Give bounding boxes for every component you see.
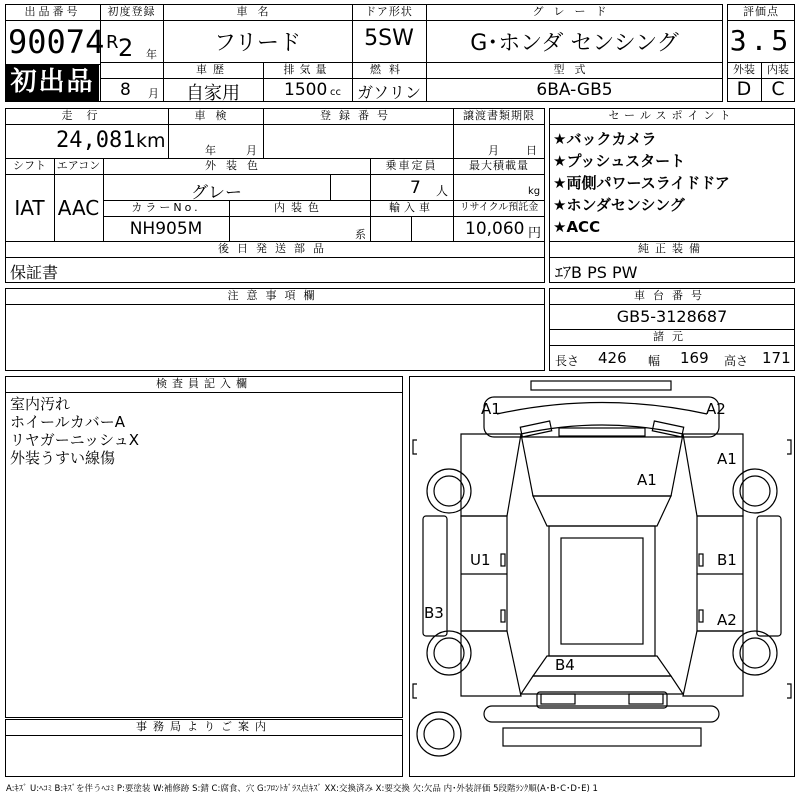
aircon: AAC [57, 196, 100, 220]
notes-label: 注意事項欄 [227, 289, 323, 302]
mark-right-rear: A2 [717, 611, 737, 629]
first-registration-label: 初度登録 [107, 5, 156, 18]
interior-color-unit: 系 [355, 228, 366, 241]
history-label: 車歴 [196, 63, 230, 76]
exterior-grade-label: 外装 [733, 63, 755, 76]
lot-number-label: 出品番号 [24, 5, 81, 18]
car-name-label: 車名 [236, 5, 279, 18]
exterior-color-label: 外装色 [205, 159, 268, 172]
mark-right-middle: B1 [717, 551, 737, 569]
lot-number: 90074 [8, 23, 105, 61]
registration-number-label: 登録番号 [320, 109, 396, 122]
max-load-label: 最大積載量 [469, 159, 529, 172]
registration-year: 2 [118, 34, 134, 62]
month-unit: 月 [148, 87, 159, 100]
inspector-note: リヤガーニッシュX [10, 431, 140, 449]
model-code: 6BA-GB5 [536, 80, 613, 100]
import-label: 輸入車 [389, 201, 434, 214]
capacity-label: 乗車定員 [385, 159, 438, 172]
color-number: NH905M [129, 219, 203, 239]
year-unit-label: 年 [146, 48, 157, 61]
inspector-notes [10, 395, 390, 467]
selling-points-label: セールスポイント [608, 109, 736, 122]
shift-label: シフト [13, 159, 46, 172]
shift: IAT [14, 196, 45, 220]
transfer-day-unit: 日 [526, 144, 537, 157]
mark-front-left: A1 [481, 400, 501, 418]
capacity: 7 [410, 178, 421, 198]
interior-color-label: 内装色 [274, 201, 325, 214]
later-parts: 保証書 [10, 263, 59, 282]
mark-left-middle: U1 [470, 551, 491, 569]
displacement-label: 排気量 [283, 63, 332, 76]
door-type: 5SW [364, 26, 414, 51]
standard-equipment: ｴｱB PS PW [555, 263, 638, 282]
recycle-fee-unit: 円 [528, 226, 542, 241]
fuel: ガソリン [356, 83, 421, 102]
registration-month: 8 [120, 80, 131, 100]
inspector-note: ホイールカバーA [10, 413, 125, 431]
exterior-color: グレー [191, 183, 242, 203]
mark-rear: B4 [555, 656, 575, 674]
inspector-note: 室内汚れ [10, 395, 71, 413]
grade: G･ホンダ センシング [470, 31, 679, 56]
chassis-number-label: 車台番号 [634, 289, 710, 302]
recycle-fee-label: リサイクル預託金 [459, 202, 539, 213]
score-label: 評価点 [743, 5, 779, 18]
inspection-year-unit: 年 [205, 144, 216, 157]
displacement: 1500 [284, 80, 328, 100]
mark-right-front: A1 [717, 450, 737, 468]
mileage-label: 走行 [61, 109, 112, 122]
mileage: 24,081 [56, 128, 136, 153]
era-letter: R [106, 32, 119, 53]
mileage-unit: km [136, 130, 166, 152]
selling-points-list [553, 128, 793, 238]
selling-point: ★両側パワースライドドア [553, 174, 730, 192]
door-type-label: ドア形状 [365, 5, 413, 18]
aircon-label: エアコン [56, 159, 101, 172]
transfer-deadline-label: 譲渡書類期限 [463, 109, 535, 122]
selling-point: ★ACC [553, 218, 601, 236]
selling-point: ★バックカメラ [553, 130, 657, 148]
max-load-unit: kg [528, 186, 541, 197]
selling-point: ★ホンダセンシング [553, 196, 685, 214]
transfer-month-unit: 月 [488, 144, 499, 157]
grade-label: グレード [532, 5, 617, 18]
fuel-label: 燃料 [370, 63, 408, 76]
inspection-label: 車検 [194, 109, 237, 122]
selling-point: ★プッシュスタート [553, 152, 686, 170]
model-code-label: 型式 [553, 63, 596, 76]
mark-hood: A1 [637, 471, 657, 489]
mark-front-right: A2 [706, 400, 726, 418]
later-parts-label: 後日発送部品 [218, 242, 332, 255]
chassis-number: GB5-3128687 [616, 307, 728, 326]
legend: A:ｷｽﾞ U:ﾍｺﾐ B:ｷｽﾞを伴うﾍｺﾐ P:要塗装 W:補修跡 S:錆 C:腐食、穴 G:ﾌﾛﾝﾄｶﾞﾗｽ点ｷｽﾞ XX:交換済み X:要交換 欠:欠品 内･外装評価 5段階ﾗﾝｸ順(A･B･C･D･E) 1 [6, 784, 598, 794]
car-history: 自家用 [186, 83, 240, 104]
inspector-label: 検査員記入欄 [156, 377, 252, 390]
interior-grade: C [771, 78, 785, 100]
mark-left-rear: B3 [424, 604, 444, 622]
length-label: 長さ [555, 354, 580, 368]
inspection-month-unit: 月 [246, 144, 257, 157]
length: 426 [598, 349, 627, 367]
displacement-unit: cc [330, 87, 341, 98]
color-number-label: カラーNo. [131, 201, 201, 214]
capacity-unit: 人 [436, 184, 449, 198]
first-listing-badge: 初出品 [6, 65, 99, 101]
car-diagram [409, 376, 795, 777]
office-label: 事務局よりご案内 [136, 720, 272, 733]
interior-grade-label: 内装 [767, 63, 789, 76]
standard-equipment-label: 純正装備 [638, 242, 706, 255]
score: 3.5 [729, 24, 793, 57]
width-label: 幅 [648, 354, 661, 368]
exterior-grade: D [736, 78, 752, 100]
car-name: フリード [213, 31, 302, 56]
height: 171 [762, 349, 791, 367]
recycle-fee: 10,060 [465, 219, 525, 239]
height-label: 高さ [724, 354, 749, 368]
dimensions-label: 諸元 [653, 330, 691, 343]
inspector-note: 外装うすい線傷 [10, 449, 116, 467]
width: 169 [680, 349, 709, 367]
